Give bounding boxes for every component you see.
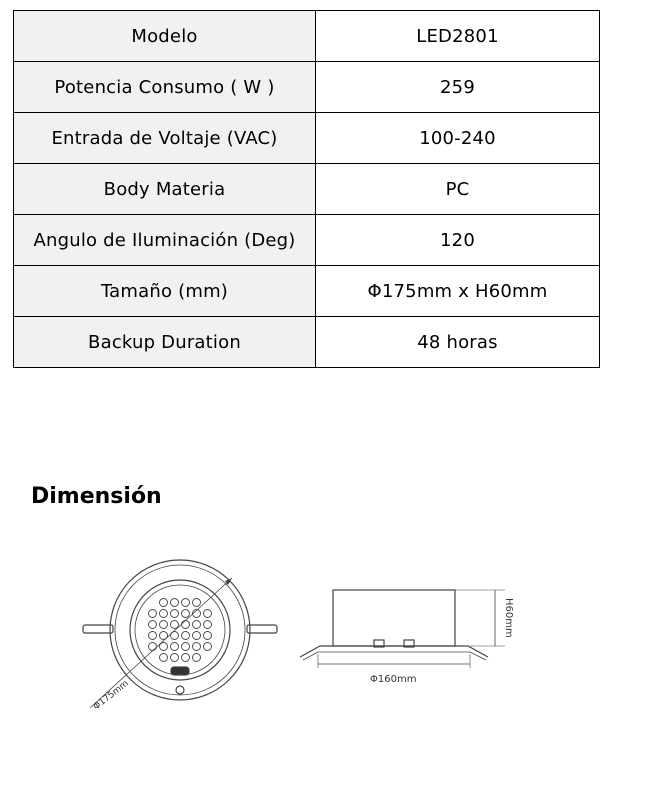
led-dot	[182, 643, 190, 651]
top-view-diameter-label: Φ175mm	[91, 678, 131, 713]
led-dot	[149, 621, 157, 629]
table-row	[14, 11, 600, 62]
bezel-bottom-edge	[303, 652, 486, 660]
spec-value: 120	[316, 215, 600, 266]
indicator-led	[171, 667, 189, 675]
side-view-width-label: Φ160mm	[370, 674, 417, 685]
table-row	[14, 113, 600, 164]
spec-label: Backup Duration	[14, 317, 316, 368]
led-dot	[193, 632, 201, 640]
spec-value: 259	[316, 62, 600, 113]
led-dot	[193, 621, 201, 629]
spec-label: Entrada de Voltaje (VAC)	[14, 113, 316, 164]
led-dot	[182, 632, 190, 640]
left-spring-clip	[83, 625, 113, 633]
top-view-diagram	[83, 560, 277, 708]
housing-body	[333, 590, 455, 646]
led-dot	[182, 654, 190, 662]
led-dot	[182, 610, 190, 618]
led-dot	[204, 632, 212, 640]
test-button-icon	[176, 686, 184, 694]
spec-label: Potencia Consumo ( W )	[14, 62, 316, 113]
side-view-diagram	[300, 590, 505, 668]
led-dot	[182, 599, 190, 607]
led-dot	[171, 610, 179, 618]
spec-value: 48 horas	[316, 317, 600, 368]
led-dot	[149, 632, 157, 640]
spec-label: Angulo de Iluminación (Deg)	[14, 215, 316, 266]
spec-label: Body Materia	[14, 164, 316, 215]
led-array	[149, 599, 212, 662]
spec-value: 100-240	[316, 113, 600, 164]
led-dot	[182, 621, 190, 629]
led-dot	[149, 610, 157, 618]
led-dot	[204, 643, 212, 651]
led-dot	[160, 654, 168, 662]
led-dot	[160, 621, 168, 629]
led-dot	[171, 654, 179, 662]
dimension-drawing	[0, 540, 652, 740]
spec-label: Modelo	[14, 11, 316, 62]
spec-value: PC	[316, 164, 600, 215]
lens-ring	[130, 580, 230, 680]
bezel-top-edge	[300, 646, 488, 657]
led-dot	[204, 621, 212, 629]
table-row	[14, 215, 600, 266]
led-dot	[193, 654, 201, 662]
spec-label: Tamaño (mm)	[14, 266, 316, 317]
side-view-height-label: H60mm	[503, 598, 514, 638]
led-dot	[171, 643, 179, 651]
table-row	[14, 266, 600, 317]
led-dot	[149, 643, 157, 651]
led-dot	[171, 621, 179, 629]
led-dot	[193, 599, 201, 607]
led-dot	[160, 610, 168, 618]
table-row	[14, 62, 600, 113]
led-dot	[193, 643, 201, 651]
spec-table	[13, 10, 600, 368]
table-row	[14, 317, 600, 368]
led-dot	[160, 599, 168, 607]
spec-value: Φ175mm x H60mm	[316, 266, 600, 317]
led-dot	[171, 599, 179, 607]
lens-ring-inner	[135, 585, 225, 675]
dimension-title: Dimensión	[31, 484, 162, 509]
right-spring-clip	[247, 625, 277, 633]
spec-value: LED2801	[316, 11, 600, 62]
table-row	[14, 164, 600, 215]
led-dot	[204, 610, 212, 618]
